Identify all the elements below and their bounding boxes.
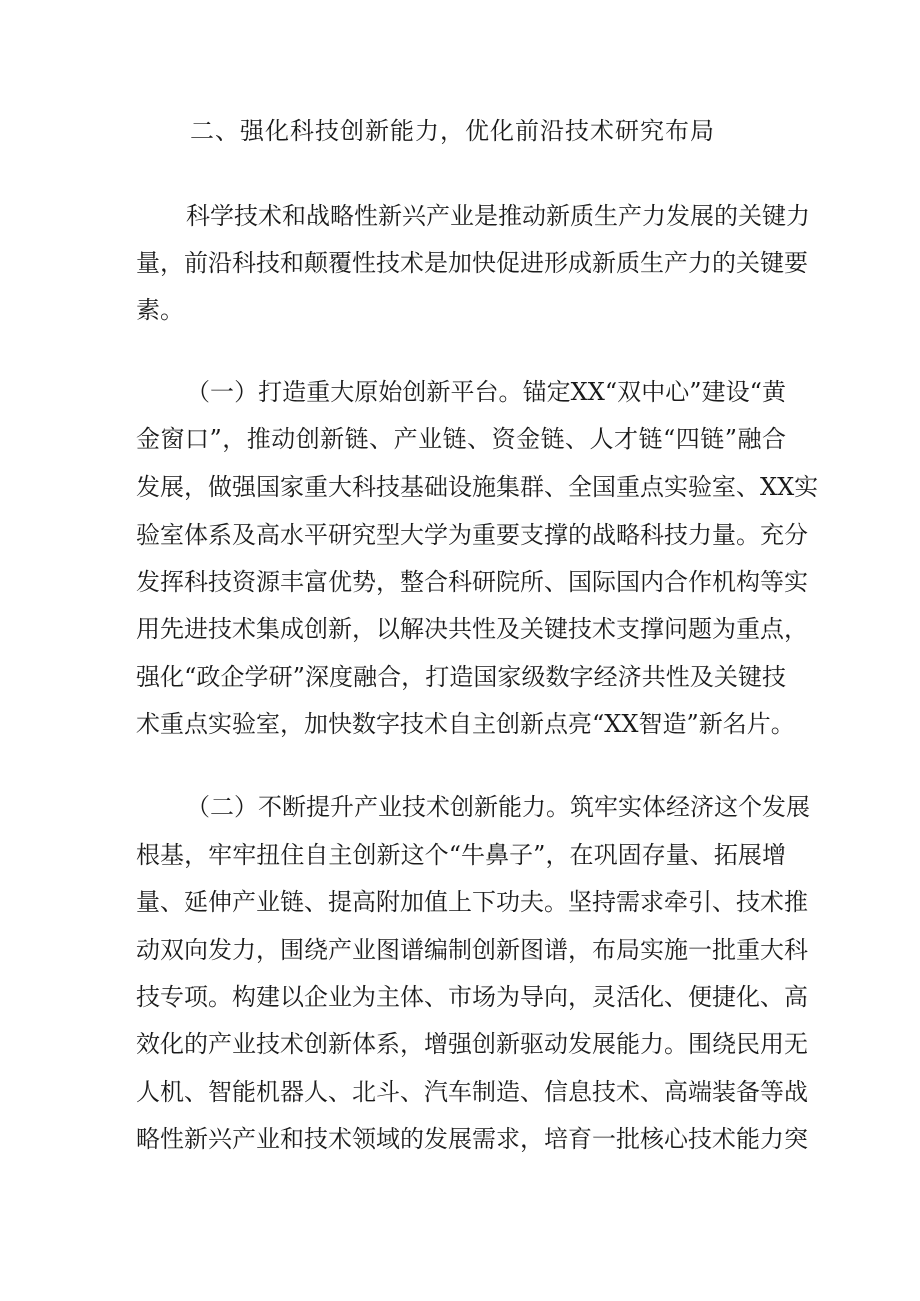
paragraph-line: 科学技术和战略性新兴产业是推动新质生产力发展的关键力: [186, 202, 810, 230]
paragraph-line: 技专项。构建以企业为主体、市场为导向，灵活化、便捷化、高: [136, 983, 808, 1011]
paragraph-line: 量、延伸产业链、提高附加值上下功夫。坚持需求牵引、技术推: [136, 888, 808, 916]
paragraph-line: 素。: [136, 296, 184, 324]
paragraph-line: 术重点实验室，加快数字技术自主创新点亮“XX智造”新名片。: [136, 710, 795, 738]
paragraph-line: 动双向发力，围绕产业图谱编制创新图谱，布局实施一批重大科: [136, 936, 808, 964]
paragraph-line: 量，前沿科技和颠覆性技术是加快促进形成新质生产力的关键要: [136, 249, 808, 277]
paragraph-line: 发展，做强国家重大科技基础设施集群、全国重点实验室、XX实: [136, 473, 819, 501]
paragraph-line: 强化“政企学研”深度融合，打造国家级数字经济共性及关键技: [136, 663, 786, 691]
paragraph-line: （一）打造重大原始创新平台。锚定XX“双中心”建设“黄: [186, 378, 786, 406]
paragraph-line: 验室体系及高水平研究型大学为重要支撑的战略科技力量。充分: [136, 521, 808, 549]
paragraph-line: 效化的产业技术创新体系，增强创新驱动发展能力。围绕民用无: [136, 1030, 808, 1058]
section-heading: 二、强化科技创新能力，优化前沿技术研究布局: [190, 117, 715, 145]
paragraph-line: 金窗口”，推动创新链、产业链、资金链、人才链“四链”融合: [136, 425, 786, 453]
paragraph-line: 用先进技术集成创新，以解决共性及关键技术支撑问题为重点，: [136, 615, 808, 643]
paragraph-line: （二）不断提升产业技术创新能力。筑牢实体经济这个发展: [186, 793, 810, 821]
paragraph-line: 发挥科技资源丰富优势，整合科研院所、国际国内合作机构等实: [136, 568, 808, 596]
paragraph-line: 略性新兴产业和技术领域的发展需求，培育一批核心技术能力突: [136, 1125, 808, 1153]
paragraph-line: 人机、智能机器人、北斗、汽车制造、信息技术、高端装备等战: [136, 1078, 808, 1106]
paragraph-line: 根基，牢牢扭住自主创新这个“牛鼻子”，在巩固存量、拓展增: [136, 841, 786, 869]
